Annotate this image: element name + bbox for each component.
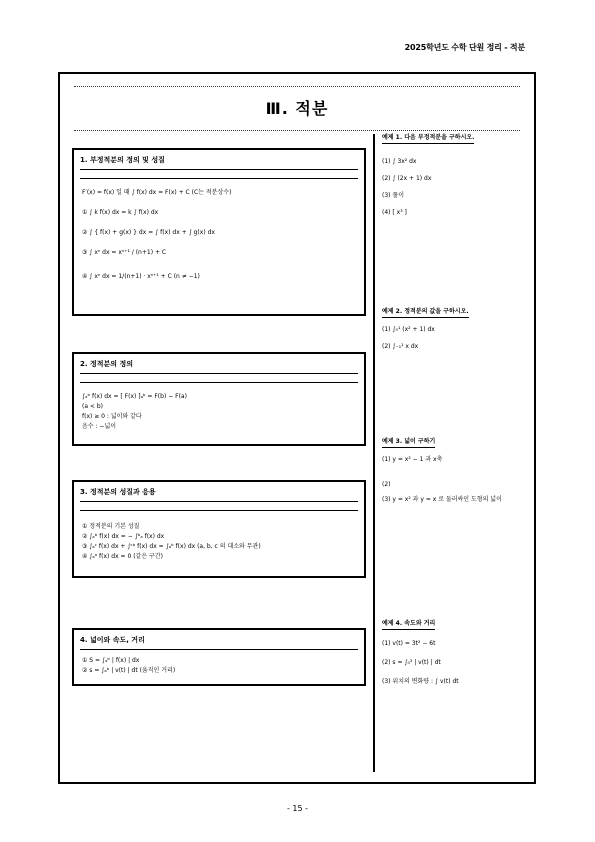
s3-line-3: (3) y = x² 과 y = x 로 둘러싸인 도형의 넓이 <box>382 496 502 503</box>
box2-line-2: (a < b) <box>82 403 104 410</box>
page-title: Ⅲ. 적분 <box>265 99 329 118</box>
right-column-s1 <box>382 132 528 218</box>
box1-line-1: F′(x) = f(x) 일 때 ∫ f(x) dx = F(x) + C (C는 적분상수) <box>82 189 232 196</box>
s3-heading: 예제 3. 넓이 구하기 <box>382 436 435 448</box>
header-title: 2025학년도 수학 단원 정리 - 적분 <box>404 43 525 52</box>
box1-line-4: ③ ∫ xⁿ dx = xⁿ⁺¹ / (n+1) + C <box>82 249 167 256</box>
s4-heading: 예제 4. 속도와 거리 <box>382 618 435 630</box>
box3-heading: 3. 정적분의 성질과 응용 <box>80 488 358 502</box>
box3-body <box>82 522 356 562</box>
box-definite-properties <box>72 480 366 578</box>
right-column-s2 <box>382 306 528 352</box>
s1-heading: 예제 1. 다음 부정적분을 구하시오. <box>382 132 474 144</box>
s2-heading: 예제 2. 정적분의 값을 구하시오. <box>382 306 469 318</box>
box4-line-1: ① S = ∫ₐᵇ | f(x) | dx <box>82 657 140 664</box>
box2-line-3: f(x) ≥ 0 : 넓이와 같다 <box>82 413 142 420</box>
top-dotted-rule <box>74 86 520 87</box>
s3-line-2: (2) <box>382 481 391 488</box>
box3-line-4: ④ ∫ₐᵃ f(x) dx = 0 (같은 구간) <box>82 553 163 560</box>
box4-line-2: ② s = ∫ₐᵇ | v(t) | dt (움직인 거리) <box>82 667 176 674</box>
bottom-dotted-rule <box>74 130 520 131</box>
box1-body <box>82 188 356 282</box>
s1-line-2: (2) ∫ (2x + 1) dx <box>382 175 432 182</box>
box-indefinite-integral <box>72 148 366 316</box>
box2-heading: 2. 정적분의 정의 <box>80 360 358 374</box>
box3-line-1: ① 정적분의 기본 성질 <box>82 523 140 530</box>
s4-line-1: (1) v(t) = 3t² − 6t <box>382 640 436 647</box>
box1-line-5: ④ ∫ xⁿ dx = 1/(n+1) · xⁿ⁺¹ + C (n ≠ −1) <box>82 273 200 280</box>
right-column-s3 <box>382 436 528 505</box>
right-column-s4 <box>382 618 528 687</box>
box2-body <box>82 392 356 432</box>
box3-line-3: ③ ∫ₐᶜ f(x) dx + ∫ᶜᵇ f(x) dx = ∫ₐᵇ f(x) dx (a, b, c 의 대소와 무관) <box>82 543 261 550</box>
box2-line-1: ∫ₐᵇ f(x) dx = [ F(x) ]ₐᵇ = F(b) − F(a) <box>82 393 187 400</box>
s2-line-2: (2) ∫₋₁¹ x dx <box>382 343 419 350</box>
box3-line-2: ② ∫ₐᵇ f(x) dx = − ∫ᵇₐ f(x) dx <box>82 533 165 540</box>
s1-line-3: (3) 풀이 <box>382 192 404 199</box>
box1-line-2: ① ∫ k f(x) dx = k ∫ f(x) dx <box>82 209 159 216</box>
s3-line-1: (1) y = x² − 1 과 x축 <box>382 456 443 463</box>
box1-heading: 1. 부정적분의 정의 및 성질 <box>80 156 358 170</box>
box-definite-integral <box>72 352 366 446</box>
box4-heading: 4. 넓이와 속도, 거리 <box>80 636 358 650</box>
page-number: - 15 - <box>286 804 309 813</box>
box1-line-3: ② ∫ { f(x) + g(x) } dx = ∫ f(x) dx + ∫ g(x) dx <box>82 229 215 236</box>
s4-line-3: (3) 위치의 변화량 : ∫ v(t) dt <box>382 678 459 685</box>
s4-line-2: (2) s = ∫₀³ | v(t) | dt <box>382 659 441 666</box>
s1-line-1: (1) ∫ 3x² dx <box>382 158 417 165</box>
box2-line-4: 음수 : −넓이 <box>82 423 117 430</box>
column-divider <box>373 134 375 772</box>
box4-body <box>82 656 356 676</box>
s1-line-4: (4) [ x³ ] <box>382 209 407 216</box>
s2-line-1: (1) ∫₀¹ (x² + 1) dx <box>382 326 435 333</box>
box-area-distance <box>72 628 366 686</box>
content-frame <box>58 72 536 784</box>
